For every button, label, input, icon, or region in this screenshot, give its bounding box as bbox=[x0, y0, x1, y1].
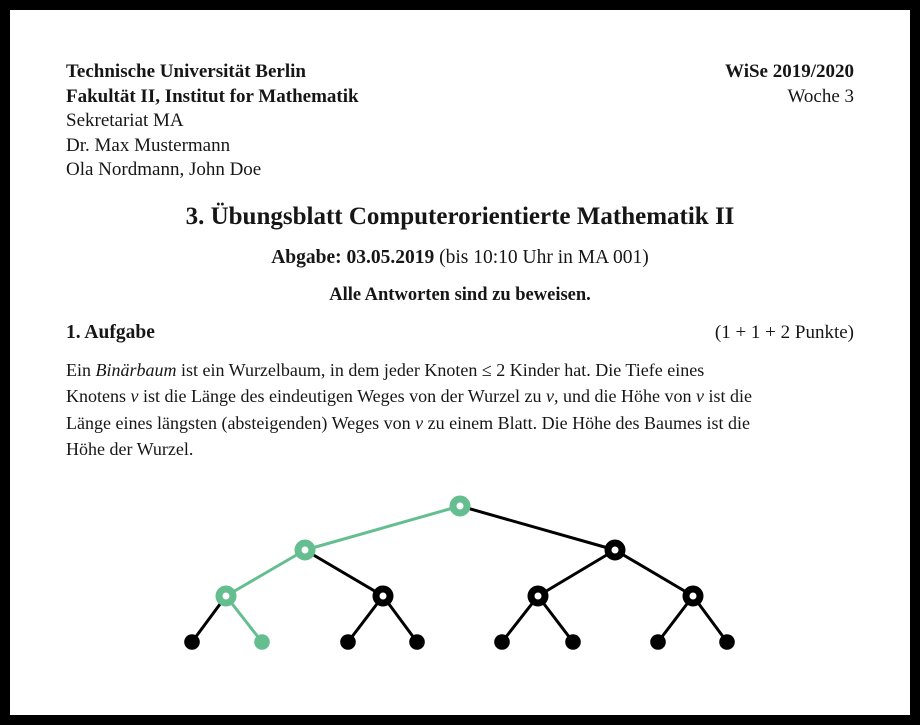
deadline-date: Abgabe: 03.05.2019 bbox=[271, 247, 435, 268]
header-right-line: WiSe 2019/2020 bbox=[725, 61, 854, 82]
exercise-body bbox=[66, 357, 870, 462]
body-text-segment: ist die bbox=[704, 386, 753, 407]
tree-node-lrl bbox=[340, 634, 356, 650]
tree-edge-root-r bbox=[460, 506, 615, 550]
math-italic-term: v bbox=[130, 386, 139, 407]
header-right-line: Woche 3 bbox=[787, 85, 854, 107]
tree-node-ll bbox=[219, 589, 233, 603]
tree-edge-lr-lrr bbox=[383, 596, 417, 642]
tree-node-r bbox=[608, 543, 622, 557]
tree-edge-root-l bbox=[305, 506, 460, 550]
sheet-title: 3. Übungsblatt Computerorientierte Mathematik II bbox=[185, 203, 735, 230]
tree-node-l bbox=[298, 543, 312, 557]
tree-node-lrr bbox=[409, 634, 425, 650]
body-text-segment: ist die Länge des eindeutigen Weges von der Wurzel zu bbox=[138, 386, 547, 407]
deadline-details: (bis 10:10 Uhr in MA 001) bbox=[434, 247, 649, 268]
body-text-line bbox=[66, 436, 870, 462]
header-left-line: Fakultät II, Institut for Mathematik bbox=[66, 85, 359, 107]
tree-edge-rr-rrr bbox=[693, 596, 727, 642]
body-text-segment: , und die Höhe von bbox=[554, 386, 697, 407]
math-italic-term: v bbox=[415, 412, 424, 433]
body-text-segment: Ein bbox=[66, 360, 96, 380]
tree-edge-lr-lrl bbox=[348, 596, 383, 642]
document-page bbox=[10, 10, 910, 715]
tree-edge-rl-rlr bbox=[538, 596, 573, 642]
tree-edge-ll-llr bbox=[226, 596, 262, 642]
exercise-points: (1 + 1 + 2 Punkte) bbox=[714, 322, 854, 343]
header-left-line: Technische Universität Berlin bbox=[66, 61, 306, 82]
tree-edge-r-rr bbox=[615, 550, 693, 596]
tree-node-rll bbox=[494, 634, 510, 650]
header-right-block bbox=[725, 60, 854, 183]
tree-node-rl bbox=[531, 589, 545, 603]
header-left-line: Sekretariat MA bbox=[66, 110, 184, 132]
body-text-segment: Knotens bbox=[66, 386, 131, 407]
math-italic-term: v bbox=[696, 386, 705, 407]
body-text-segment: Höhe der Wurzel. bbox=[66, 438, 194, 459]
body-text-segment: zu einem Blatt. Die Höhe des Baumes ist die bbox=[423, 412, 751, 433]
header-left-block bbox=[66, 60, 359, 183]
body-text-segment: Länge eines längsten (absteigenden) Weges von bbox=[66, 412, 416, 433]
body-text-segment: ist ein Wurzelbaum, in dem jeder Knoten ≤ 2 Kinder hat. Die Tiefe eines bbox=[176, 360, 705, 380]
document-header bbox=[66, 60, 854, 183]
math-italic-term: Binärbaum bbox=[95, 360, 177, 380]
body-text-line bbox=[66, 410, 870, 436]
tree-node-lr bbox=[376, 589, 390, 603]
tree-node-rrr bbox=[719, 634, 735, 650]
body-text-line bbox=[66, 383, 870, 409]
header-left-line: Ola Nordmann, John Doe bbox=[66, 159, 262, 181]
tree-node-rrl bbox=[650, 634, 666, 650]
tree-node-lll bbox=[184, 634, 200, 650]
tree-node-rlr bbox=[565, 634, 581, 650]
tree-edge-l-ll bbox=[226, 550, 305, 596]
exercise-heading bbox=[66, 321, 854, 345]
tree-edge-l-lr bbox=[305, 550, 383, 596]
note-line: Alle Antworten sind zu beweisen. bbox=[329, 285, 591, 305]
tree-node-rr bbox=[686, 589, 700, 603]
tree-node-llr bbox=[254, 634, 270, 650]
tree-edge-ll-lll bbox=[192, 596, 226, 642]
tree-edge-r-rl bbox=[538, 550, 615, 596]
math-italic-term: v bbox=[546, 386, 555, 407]
exercise-label: 1. Aufgabe bbox=[66, 322, 155, 343]
tree-edge-rr-rrl bbox=[658, 596, 693, 642]
body-text-line bbox=[66, 357, 870, 383]
header-left-line: Dr. Max Mustermann bbox=[66, 134, 231, 156]
tree-node-root bbox=[453, 499, 467, 513]
tree-edge-rl-rll bbox=[502, 596, 538, 642]
deadline-line bbox=[10, 246, 910, 270]
